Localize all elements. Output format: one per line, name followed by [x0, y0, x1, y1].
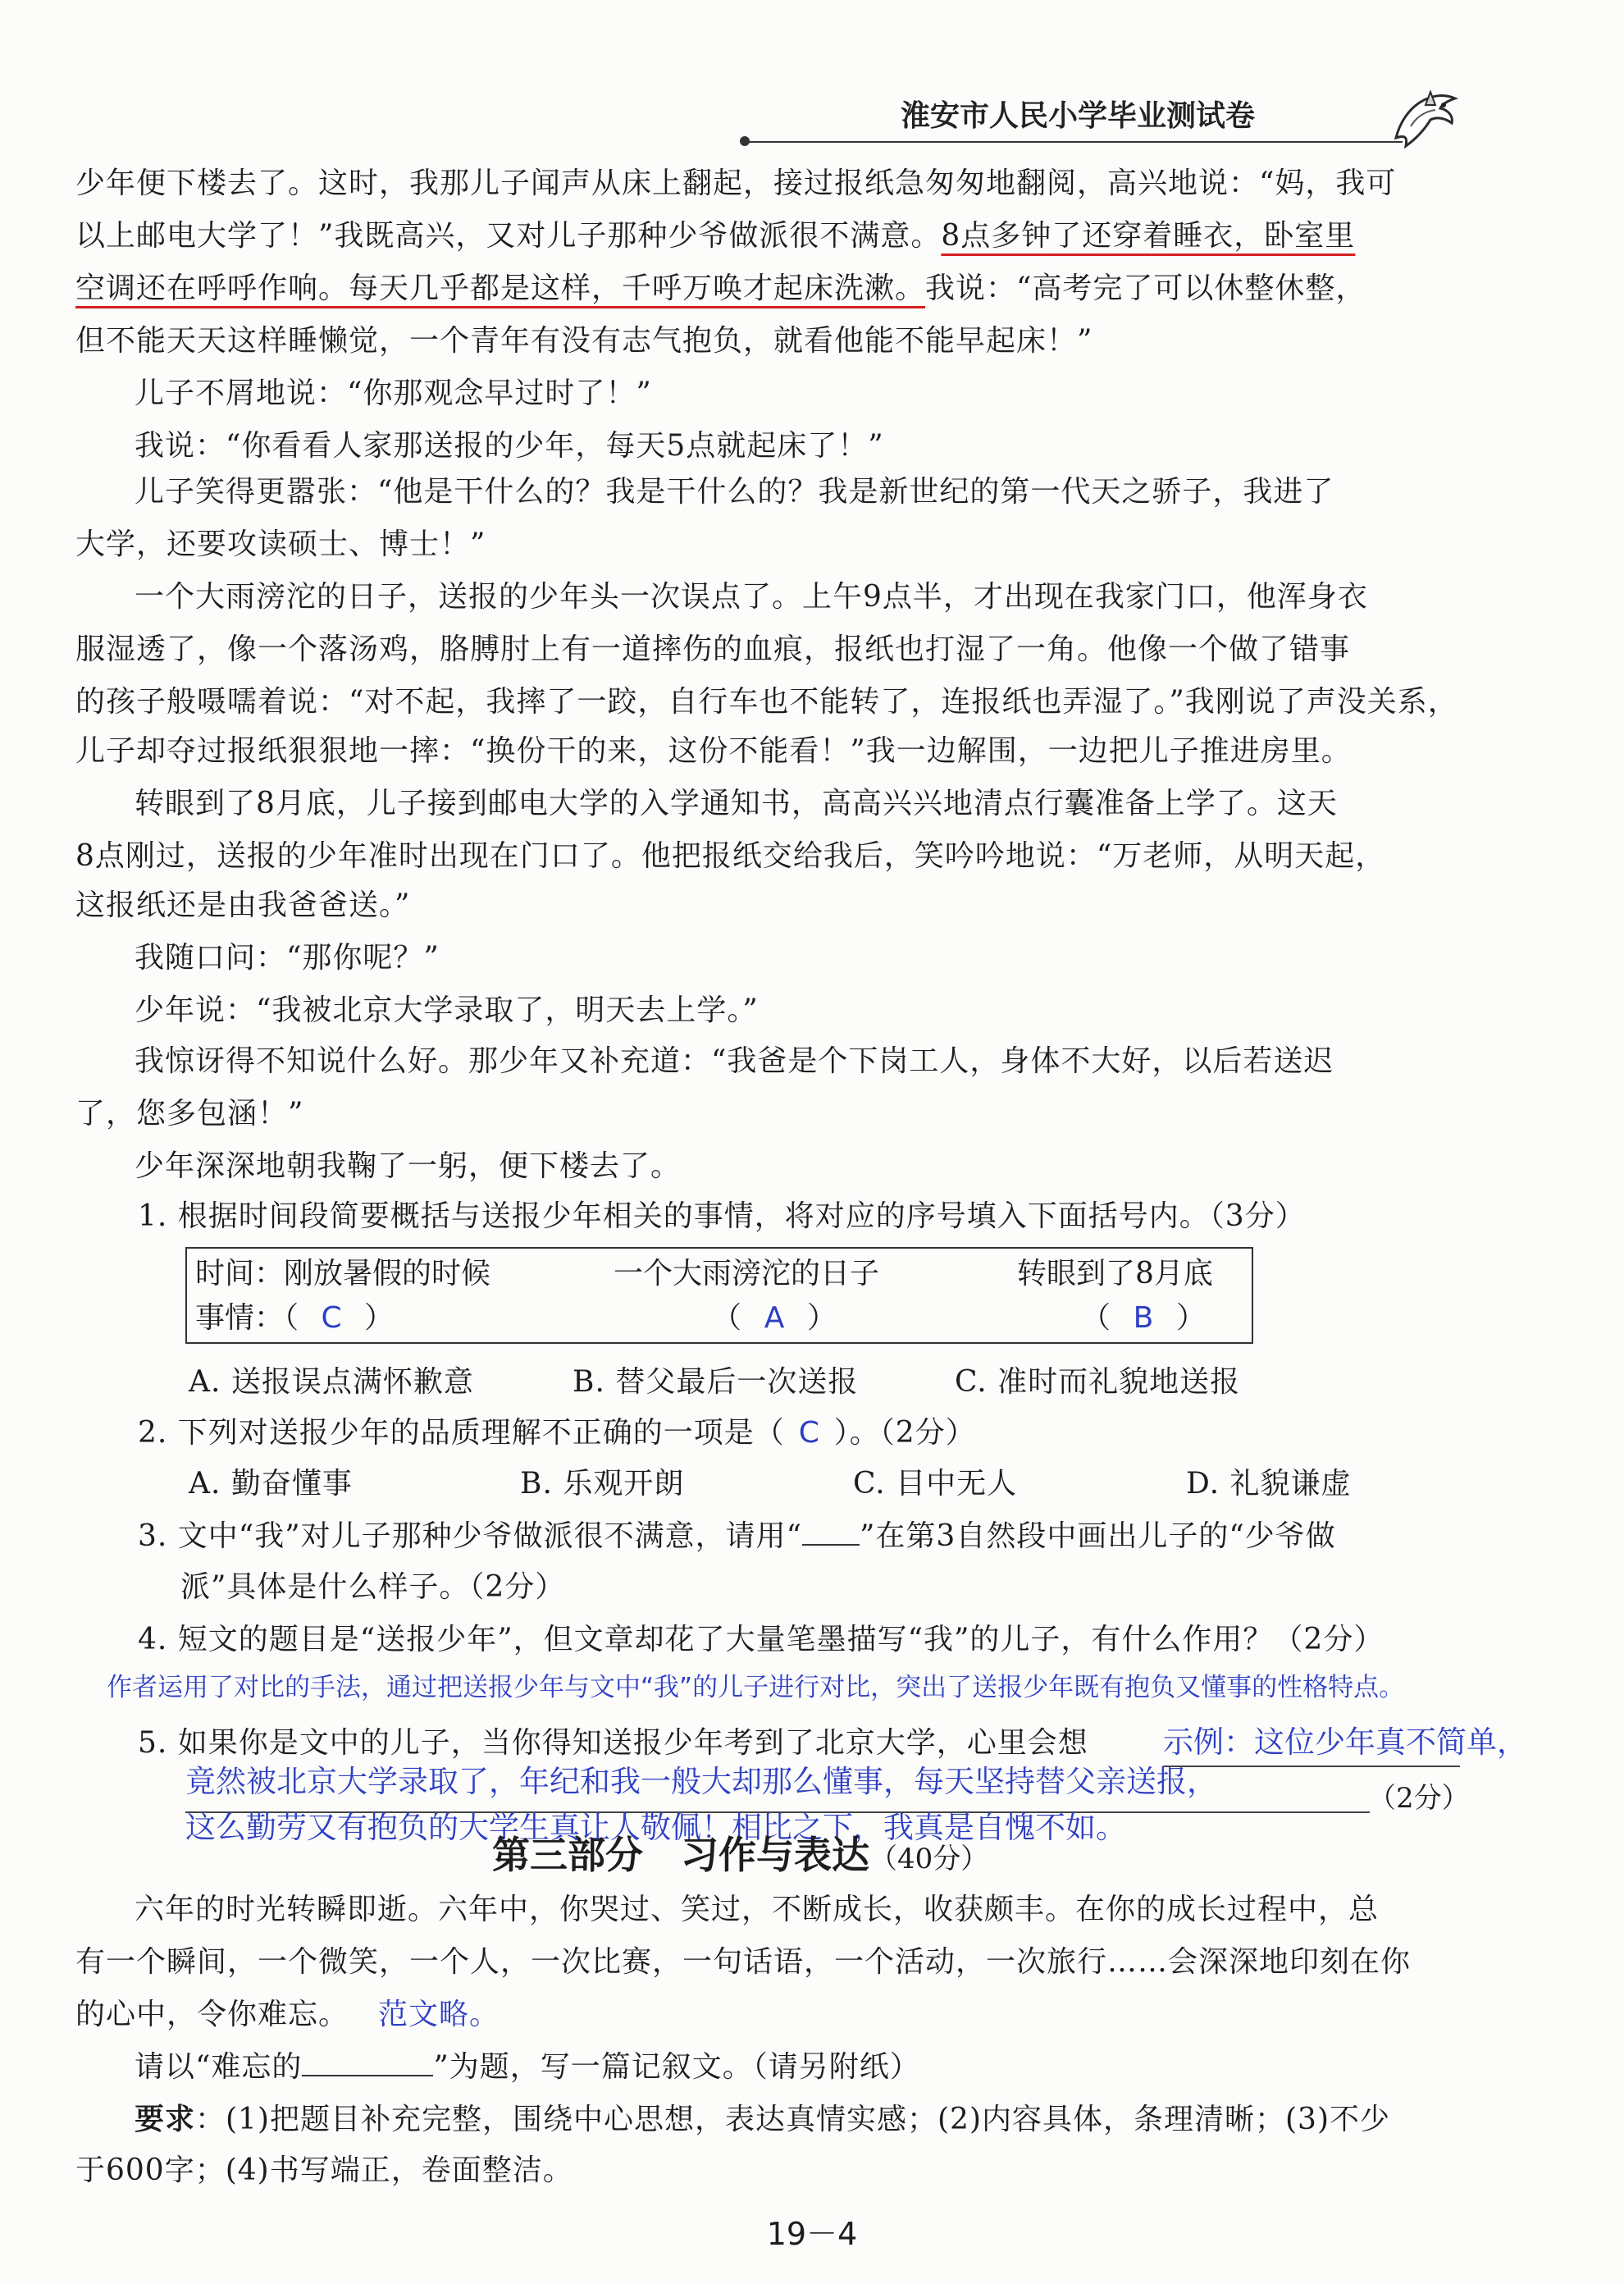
q5-score: （2分）: [1368, 1782, 1470, 1815]
passage-line-3: [75, 263, 1470, 315]
table-cell-time-3: 转眼到了8月底: [1017, 1257, 1213, 1290]
page-number: 19－4: [766, 2216, 858, 2252]
q3-text: 3. 文中“我”对儿子那种少爷做派很不满意，请用“: [138, 1519, 803, 1553]
title-blank: [302, 2050, 433, 2076]
passage-line: 了，您多包涵！”: [75, 1097, 304, 1131]
paren-open: （: [712, 1301, 742, 1335]
passage-para-8: 少年说：“我被北京大学录取了，明天去上学。”: [135, 994, 759, 1027]
part3-score: （40分）: [869, 1843, 989, 1875]
page-header-title: 淮安市人民小学毕业测试卷: [901, 99, 1256, 133]
q3-text-cont: ”在第3自然段中画出儿子的“少爷做: [860, 1519, 1336, 1553]
passage-line: 服湿透了，像一个落汤鸡，胳膊肘上有一道摔伤的血痕，报纸也打湿了一角。他像一个做了错事: [75, 633, 1351, 666]
part3-line-1: 六年的时光转瞬即逝。六年中，你哭过、笑过，不断成长，收获颇丰。在你的成长过程中，总: [135, 1893, 1380, 1926]
answer-1: C: [321, 1301, 342, 1335]
passage-line-1: 少年便下楼去了。这时，我那儿子闻声从床上翻起，接过报纸急匆匆地翻阅，高兴地说：“妈，我可: [75, 167, 1397, 200]
part3-prompt: 请以“难忘的: [135, 2050, 303, 2084]
header-rule: [746, 141, 1403, 143]
question-1: 1. 根据时间段简要概括与送报少年相关的事情，将对应的序号填入下面括号内。（3分）: [138, 1199, 1306, 1233]
part3-line-4: [75, 2041, 1470, 2094]
q2-text: 2. 下列对送报少年的品质理解不正确的一项是（: [138, 1416, 785, 1450]
passage-para-4: 儿子笑得更嚣张：“他是干什么的？我是干什么的？我是新世纪的第一代天之骄子，我进了: [135, 475, 1334, 509]
passage-para-6: 转眼到了8月底，儿子接到邮电大学的入学通知书，高高兴兴地清点行囊准备上学了。这天: [135, 787, 1338, 820]
q2-option-b: B. 乐观开朗: [520, 1467, 685, 1501]
passage-line-2: [75, 210, 1470, 263]
part3-answer: 范文略。: [378, 1998, 500, 2031]
part3-text: 的心中，令你难忘。: [75, 1998, 349, 2031]
q1-option-b: B. 替父最后一次送报: [573, 1365, 859, 1399]
part3-requirements: [75, 2094, 1470, 2146]
dolphin-logo-icon: [1388, 80, 1463, 153]
q2-answer: C: [798, 1416, 820, 1450]
table-cell-time-1: 时间：刚放暑假的时候: [195, 1257, 491, 1290]
question-5: 5. 如果你是文中的儿子，当你得知送报少年考到了北京大学，心里会想: [138, 1726, 1088, 1760]
table-cell-event-2: [712, 1296, 837, 1341]
part3-line-3: [75, 1989, 1470, 2041]
q4-answer: 作者运用了对比的手法，通过把送报少年与文中“我”的儿子进行对比，突出了送报少年既有抱负又懂事的性格特点。: [107, 1673, 1405, 1702]
q2-option-a: A. 勤奋懂事: [189, 1467, 353, 1501]
q1-option-a: A. 送报误点满怀歉意: [189, 1365, 474, 1399]
table-cell-time-2: 一个大雨滂沱的日子: [614, 1257, 880, 1290]
red-underlined-text: 空调还在呼呼作响。每天几乎都是这样，千呼万唤才起床洗漱。: [75, 272, 926, 305]
requirements-text: ：(1)把题目补充完整，围绕中心思想，表达真情实感；(2)内容具体，条理清晰；(3)不少: [195, 2103, 1390, 2136]
table-cell-event-1: [195, 1296, 394, 1341]
question-3: [138, 1511, 1336, 1562]
q2-option-c: C. 目中无人: [853, 1467, 1018, 1501]
paren-close: ）: [364, 1301, 395, 1335]
answer-2: A: [764, 1301, 785, 1335]
header-dot: [740, 136, 750, 146]
requirements-label: 要求: [135, 2103, 196, 2136]
answer-table: [185, 1247, 1253, 1344]
part3-heading: [492, 1826, 988, 1893]
part3-prompt-cont: ”为题，写一篇记叙文。（请另附纸）: [433, 2050, 920, 2084]
paren-open: （: [1081, 1301, 1111, 1335]
passage-para-9: 我惊讶得不知说什么好。那少年又补充道：“我爸是个下岗工人，身体不大好，以后若送迟: [135, 1044, 1334, 1078]
question-2: [138, 1408, 976, 1459]
passage-line: 大学，还要攻读硕士、博士！”: [75, 528, 486, 561]
q2-option-d: D. 礼貌谦虚: [1186, 1467, 1352, 1501]
passage-line: 8点刚过，送报的少年准时出现在门口了。他把报纸交给我后，笑吟吟地说：“万老师，从明天起，: [75, 839, 1386, 873]
question-4: 4. 短文的题目是“送报少年”，但文章却花了大量笔墨描写“我”的儿子，有什么作用？（2分）: [138, 1623, 1385, 1656]
passage-para-7: 我随口问：“那你呢？”: [135, 941, 440, 975]
question-3-cont: 派”具体是什么样子。（2分）: [180, 1570, 566, 1604]
passage-text: 我说：“高考完了可以休整休整，: [925, 272, 1366, 305]
passage-line: 这报纸还是由我爸爸送。”: [75, 888, 411, 922]
q5-answer-line-1: 示例：这位少年真不简单，: [1163, 1724, 1527, 1760]
passage-para-10: 少年深深地朝我鞠了一躬，便下楼去了。: [135, 1149, 682, 1183]
passage-line-4: 但不能天天这样睡懒觉，一个青年有没有志气抱负，就看他能不能早起床！”: [75, 324, 1093, 358]
event-label: 事情：（: [195, 1301, 299, 1335]
passage-text: 以上邮电大学了！”我既高兴，又对儿子那种少爷做派很不满意。: [75, 219, 942, 253]
passage-line: 的孩子般嗫嚅着说：“对不起，我摔了一跤，自行车也不能转了，连报纸也弄湿了。”我刚说了声没关系，: [75, 685, 1458, 719]
answer-3: B: [1133, 1301, 1154, 1335]
paren-close: ）: [807, 1301, 837, 1335]
passage-para-5: 一个大雨滂沱的日子，送报的少年头一次误点了。上午9点半，才出现在我家门口，他浑身衣: [135, 580, 1368, 614]
part3-requirements-cont: 于600字；(4)书写端正，卷面整洁。: [75, 2154, 573, 2187]
part3-title: 第三部分 习作与表达: [492, 1833, 869, 1877]
passage-para-3: 我说：“你看看人家那送报的少年，每天5点就起床了！”: [135, 429, 884, 463]
q3-blank: [802, 1519, 860, 1546]
passage-para-2: 儿子不屑地说：“你那观念早过时了！”: [135, 377, 652, 410]
red-underlined-text: 8点多钟了还穿着睡衣，卧室里: [941, 219, 1356, 253]
passage-line: 儿子却夺过报纸狠狠地一摔：“换份干的来，这份不能看！”我一边解围，一边把儿子推进房里。: [75, 734, 1352, 768]
part3-line-2: 有一个瞬间，一个微笑，一个人，一次比赛，一句话语，一个活动，一次旅行……会深深地印刻在你: [75, 1945, 1412, 1979]
table-cell-event-3: [1081, 1296, 1206, 1341]
q5-answer-line-2: 竟然被北京大学录取了，年纪和我一般大却那么懂事，每天坚持替父亲送报，: [185, 1764, 1217, 1799]
paren-close: ）: [1176, 1301, 1207, 1335]
q2-score: ）。（2分）: [833, 1416, 976, 1450]
q5-answer-line-3: 这么勤劳又有抱负的大学生真让人敬佩！相比之下，我真是自愧不如。: [185, 1810, 1126, 1845]
q1-option-c: C. 准时而礼貌地送报: [955, 1365, 1241, 1399]
